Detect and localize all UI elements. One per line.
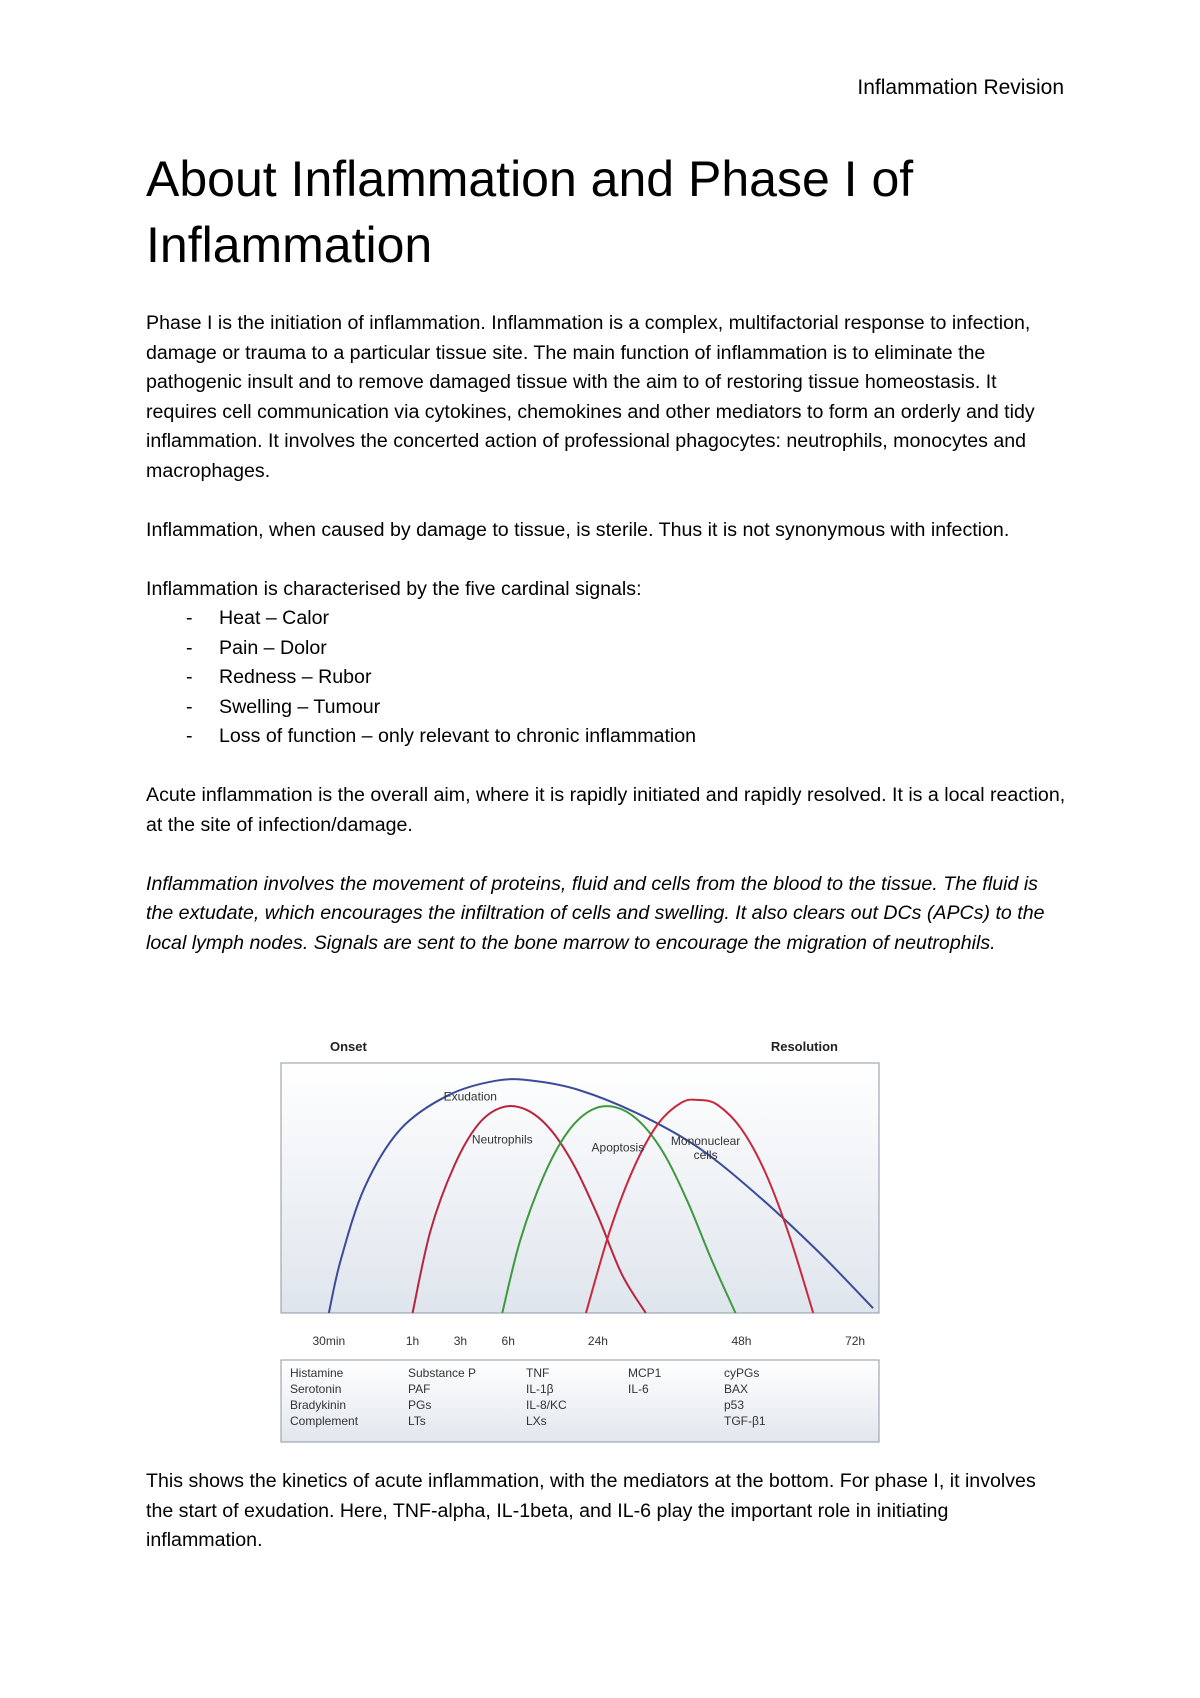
- mediator-item: BAX: [724, 1382, 749, 1396]
- mediator-item: TNF: [526, 1366, 550, 1380]
- mediator-item: IL-1β: [526, 1382, 554, 1396]
- paragraph-sterile-inflammation: Inflammation, when caused by damage to tissue, is sterile. Thus it is not synonymous with infection.: [146, 518, 1010, 541]
- mediator-item: MCP1: [628, 1366, 662, 1380]
- x-tick-label: 6h: [501, 1334, 515, 1348]
- mediator-item: TGF-β1: [724, 1414, 766, 1428]
- mediator-item: Serotonin: [290, 1382, 342, 1396]
- x-tick-label: 24h: [587, 1334, 608, 1348]
- mediator-item: IL-6: [628, 1382, 649, 1396]
- series-label-exudation: Exudation: [443, 1089, 497, 1104]
- series-label-neutrophils: Neutrophils: [471, 1132, 533, 1147]
- mediator-item: Histamine: [290, 1366, 344, 1380]
- mediator-item: Complement: [290, 1414, 359, 1428]
- list-item: - Loss of function – only relevant to chronic inflammation: [146, 722, 1066, 752]
- plot-area: [281, 1063, 879, 1313]
- paragraph-cardinal-signs-intro: Inflammation is characterised by the five cardinal signals:: [146, 577, 642, 600]
- list-item: - Swelling – Tumour: [146, 693, 1066, 723]
- mediator-item: cyPGs: [724, 1366, 760, 1380]
- x-tick-label: 48h: [731, 1334, 752, 1348]
- mediator-item: LXs: [526, 1414, 547, 1428]
- x-tick-label: 72h: [845, 1334, 866, 1348]
- x-tick-label: 30min: [312, 1334, 346, 1348]
- mediator-item: IL-8/KC: [526, 1398, 567, 1412]
- series-label-mononuclear-cells: Mononuclear cells: [670, 1134, 741, 1163]
- paragraph-acute-inflammation: Acute inflammation is the overall aim, where it is rapidly initiated and rapidly resolved. It is a local reaction, at the site of infection/damage.: [146, 784, 1066, 836]
- paragraph-fluid-movement: Inflammation involves the movement of proteins, fluid and cells from the blood to the tissue. The fluid is the extudate, which encourages the infiltration of cells and swelling. It also clears out DCs (APCs) to the local lymph nodes. Signals are sent to the bone marrow to encourage the migration of neutrophils.: [146, 872, 1045, 954]
- onset-label: Onset: [330, 1039, 367, 1054]
- mediator-item: p53: [724, 1398, 745, 1412]
- list-item: - Heat – Calor: [146, 604, 1066, 634]
- list-item: - Pain – Dolor: [146, 634, 1066, 664]
- list-item: - Redness – Rubor: [146, 663, 1066, 693]
- mediator-item: Substance P: [408, 1366, 477, 1380]
- running-header: Inflammation Revision: [857, 76, 1064, 99]
- document-body: [146, 309, 1066, 988]
- mediator-item: PAF: [408, 1382, 431, 1396]
- cardinal-signs-list: [146, 604, 1066, 752]
- mediator-table: [281, 1360, 879, 1442]
- paragraph-kinetics-explanation: This shows the kinetics of acute inflammation, with the mediators at the bottom. For phase I, it involves the start of exudation. Here, TNF-alpha, IL-1beta, and IL-6 play the important role in initiating inflammation.: [146, 1470, 1036, 1551]
- resolution-label: Resolution: [770, 1039, 838, 1054]
- page-title: About Inflammation and Phase I of Inflammation: [146, 151, 914, 273]
- paragraph-phase-one-intro: Phase I is the initiation of inflammation. Inflammation is a complex, multifactorial response to infection, damage or trauma to a particular tissue site. The main function of inflammation is to eliminate the pathogenic insult and to remove damaged tissue with the aim to of restoring tissue homeostasis. It requires cell communication via cytokines, chemokines and other mediators to form an orderly and tidy inflammation. It involves the concerted action of professional phagocytes: neutrophils, monocytes and macrophages.: [146, 312, 1035, 482]
- x-tick-label: 1h: [405, 1334, 420, 1348]
- mediator-item: LTs: [408, 1414, 426, 1428]
- mediator-item: Bradykinin: [290, 1398, 347, 1412]
- x-tick-label: 3h: [453, 1334, 468, 1348]
- x-axis-ticks: [312, 1334, 865, 1348]
- series-label-apoptosis: Apoptosis: [591, 1140, 645, 1155]
- mediator-item: PGs: [408, 1398, 432, 1412]
- inflammation-kinetics-chart: [276, 1030, 886, 1448]
